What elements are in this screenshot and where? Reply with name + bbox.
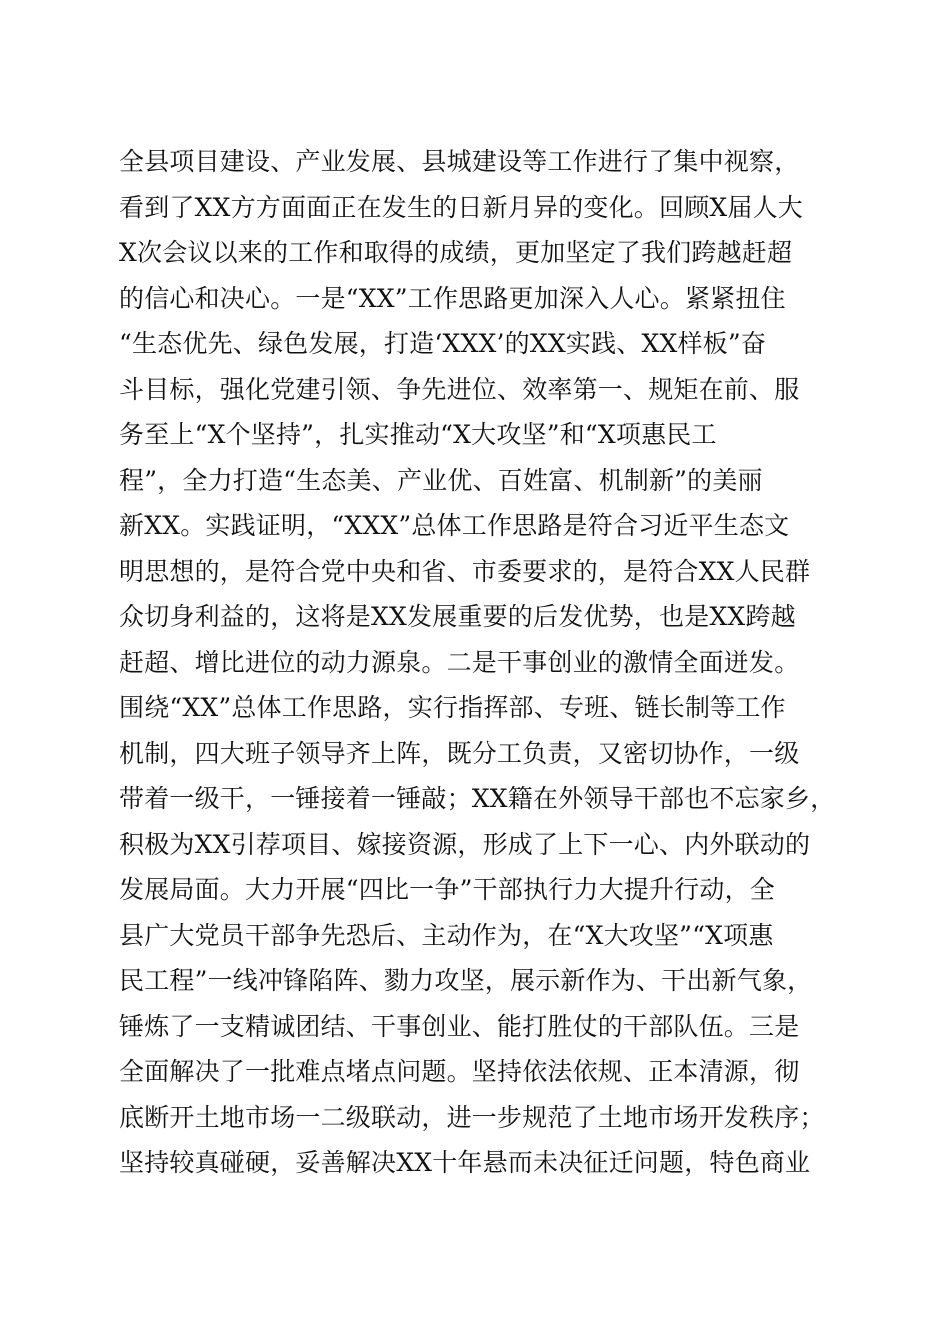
text-line-19: 民工程”一线冲锋陷阵、勠力攻坚，展示新作为、干出新气象， xyxy=(119,966,813,995)
text-line-7: 务至上“X个坚持”，扎实推动“X大攻坚”和“X项惠民工 xyxy=(119,420,717,449)
text-line-3: X次会议以来的工作和取得的成绩，更加坚定了我们跨越赶超 xyxy=(119,238,793,267)
text-line-4: 的信心和决心。一是“XX”工作思路更加深入人心。紧紧扭住 xyxy=(119,283,786,313)
text-line-18: 县广大党员干部争先恐后、主动作为，在“X大攻坚”“X项惠 xyxy=(119,920,774,950)
text-line-14: 机制，四大班子领导齐上阵，既分工负责，又密切协作，一级 xyxy=(119,738,800,768)
text-line-1: 全县项目建设、产业发展、县城建设等工作进行了集中视察， xyxy=(119,147,800,176)
text-line-22: 底断开土地市场一二级联动，进一步规范了土地市场开发秩序； xyxy=(119,1102,825,1132)
text-line-23: 坚持较真碰硬，妥善解决XX十年悬而未决征迁问题，特色商业 xyxy=(119,1148,811,1177)
text-line-16: 积极为XX引荐项目、嫁接资源，形成了上下一心、内外联动的 xyxy=(119,829,811,859)
text-line-8: 程”，全力打造“生态美、产业优、百姓富、机制新”的美丽 xyxy=(119,465,763,495)
text-line-2: 看到了XX方方面面正在发生的日新月异的变化。回顾X届人大 xyxy=(119,192,803,222)
text-line-13: 围绕“XX”总体工作思路，实行指挥部、专班、链长制等工作 xyxy=(119,693,786,722)
text-line-11: 众切身利益的，这将是XX发展重要的后发优势，也是XX跨越 xyxy=(119,602,796,631)
text-line-9: 新XX。实践证明，“XXX”总体工作思路是符合习近平生态文 xyxy=(119,511,790,540)
text-line-10: 明思想的，是符合党中央和省、市委要求的，是符合XX人民群 xyxy=(119,556,811,586)
text-line-15: 带着一级干，一锤接着一锤敲；XX籍在外领导干部也不忘家乡， xyxy=(119,784,836,813)
text-line-12: 赶超、增比进位的动力源泉。二是干事创业的激情全面迸发。 xyxy=(119,647,800,677)
text-line-6: 斗目标，强化党建引领、争先进位、效率第一、规矩在前、服 xyxy=(119,374,800,404)
text-line-5: “生态优先、绿色发展，打造‘XXX’的XX实践、XX样板”奋 xyxy=(119,329,767,358)
text-line-21: 全面解决了一批难点堵点问题。坚持依法依规、正本清源，彻 xyxy=(119,1057,800,1086)
document-body xyxy=(119,139,839,1186)
text-line-17: 发展局面。大力开展“四比一争”干部执行力大提升行动，全 xyxy=(119,875,775,904)
text-line-20: 锤炼了一支精诚团结、干事创业、能打胜仗的干部队伍。三是 xyxy=(119,1011,800,1041)
